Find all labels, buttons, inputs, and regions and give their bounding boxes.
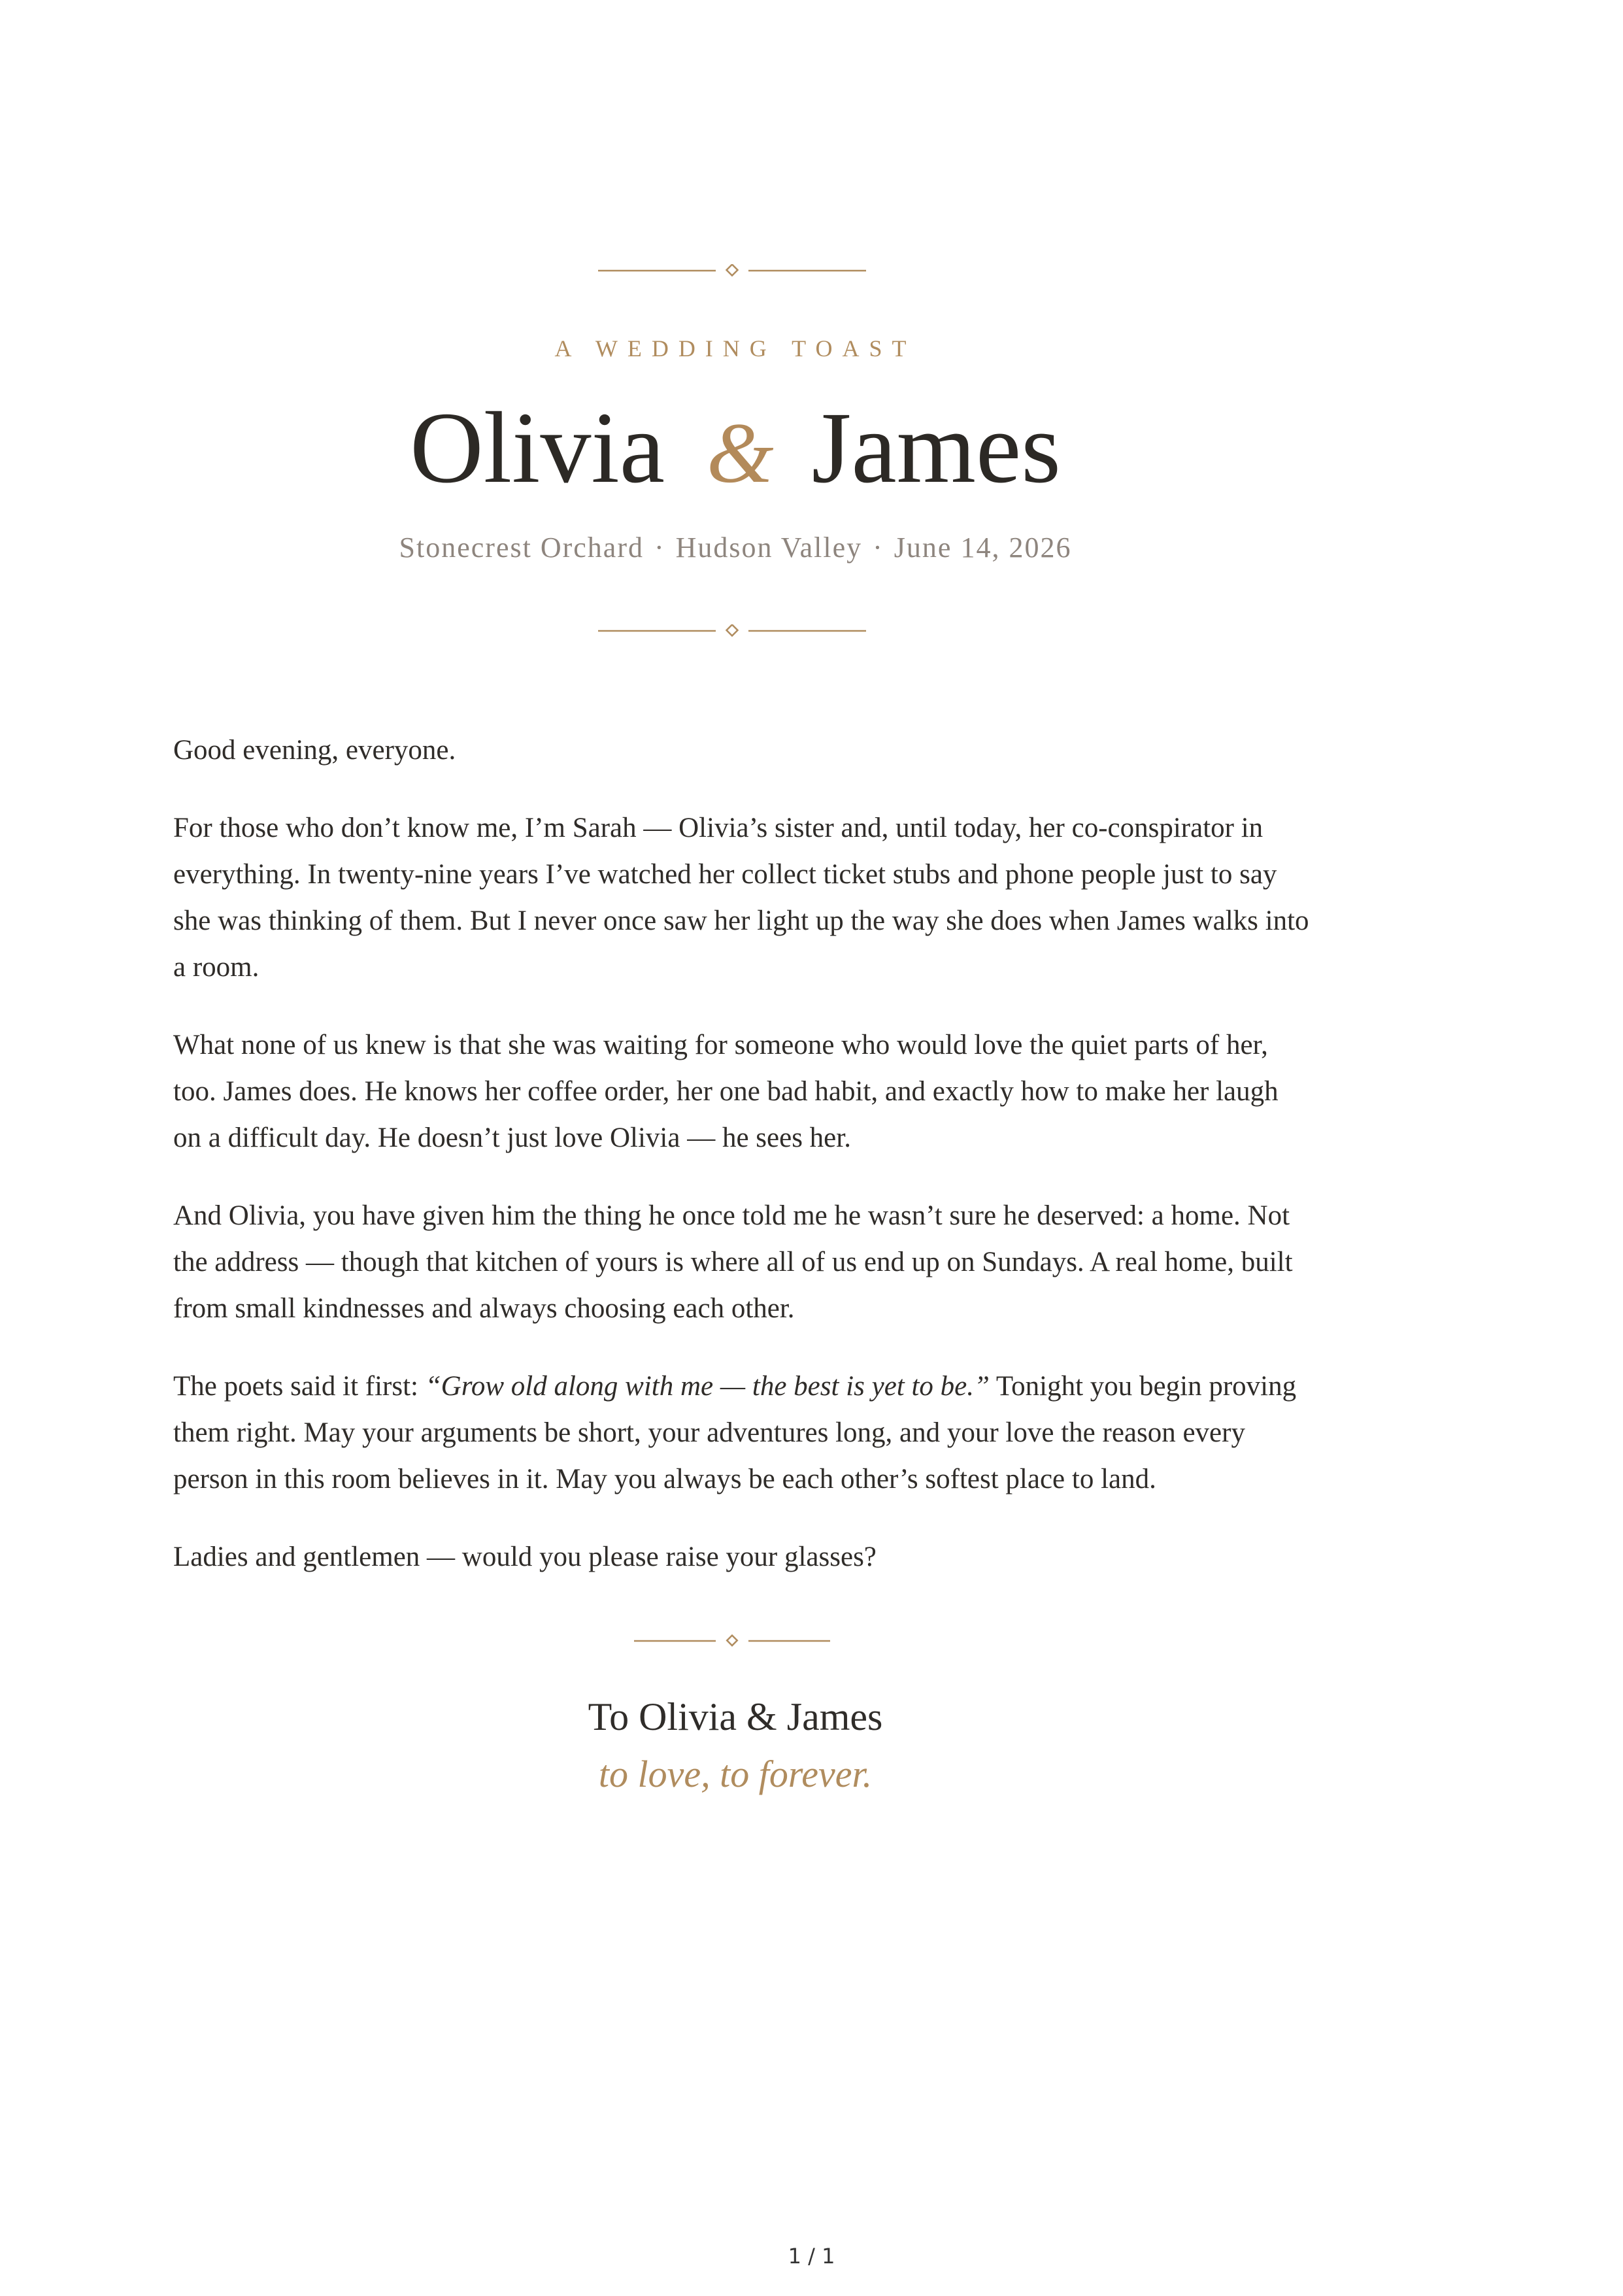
diamond-divider-icon	[598, 624, 866, 637]
diamond-divider-icon	[634, 1634, 830, 1647]
ampersand: &	[707, 405, 774, 501]
poem-quote: “Grow old along with me — the best is yet to be.”	[425, 1371, 990, 1402]
toast-paragraph: What none of us knew is that she was waiting for someone who would love the quiet parts of her, too. James does. He knows her coffee order, her one bad habit, and exactly how to make her laugh on a difficult day. He doesn’t just love Olivia — he sees her.	[173, 1030, 1279, 1153]
venue-name: Stonecrest Orchard	[399, 532, 644, 564]
closing-subline: to love, to forever.	[598, 1753, 873, 1795]
event-details	[0, 531, 1471, 564]
groom-name: James	[811, 391, 1061, 504]
closing-toast-line: To Olivia & James	[588, 1695, 883, 1738]
quote-lead-in: The poets said it first:	[173, 1371, 426, 1402]
venue-region: Hudson Valley	[675, 532, 863, 564]
page-number: 1 / 1	[788, 2244, 835, 2269]
diamond-divider-icon	[598, 264, 866, 277]
meta-separator: ·	[654, 532, 665, 564]
bride-name: Olivia	[410, 391, 665, 504]
meta-separator: ·	[873, 532, 884, 564]
toast-paragraph: Ladies and gentlemen — would you please raise your glasses?	[173, 1542, 877, 1572]
top-ornament-divider	[598, 264, 866, 277]
quote-follow-up: Tonight you begin proving them right. May your arguments be short, your adventures long, and your love the reason every person in this room believes in it. May you always be each other’s softest place to land.	[173, 1371, 1297, 1494]
closing-ornament-divider	[634, 1634, 830, 1647]
toast-paragraph: And Olivia, you have given him the thing he once told me he wasn’t sure he deserved: a home. Not the address — though that kitchen of yours is where all of us end up on Sundays. A real home, built from small kindnesses and always choosing each other.	[173, 1200, 1293, 1324]
header-bottom-ornament-divider	[598, 624, 866, 637]
event-date: June 14, 2026	[894, 532, 1072, 564]
toast-body	[173, 727, 1311, 1612]
couple-names	[0, 386, 1471, 515]
toast-paragraph: For those who don’t know me, I’m Sarah — Olivia’s sister and, until today, her co-conspirator in everything. In twenty-nine years I’ve watched her collect ticket stubs and phone people just to say she was thinking of them. But I never once saw her light up the way she does when James walks into a room.	[173, 813, 1309, 983]
toast-kicker: A WEDDING TOAST	[554, 335, 916, 362]
toast-paragraph-with-quote	[173, 1363, 1311, 1502]
toast-paragraph: Good evening, everyone.	[173, 735, 456, 766]
